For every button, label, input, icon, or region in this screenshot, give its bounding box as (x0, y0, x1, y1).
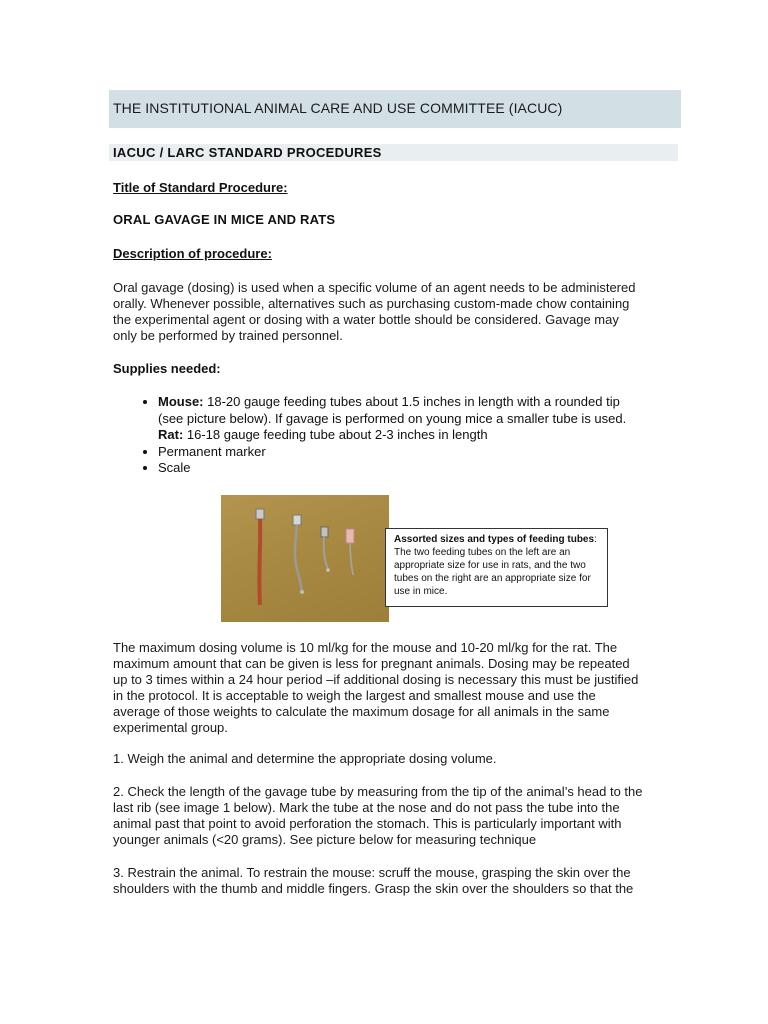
step-2-line: 2. Check the length of the gavage tube by measuring from the tip of the animal’s head to the (113, 784, 643, 799)
step-3-line: 3. Restrain the animal. To restrain the mouse: scruff the mouse, grasping the skin over the (113, 865, 631, 880)
description-line: only be performed by trained personnel. (113, 328, 343, 343)
max-dose-line: The maximum dosing volume is 10 ml/kg for the mouse and 10-20 ml/kg for the rat. The (113, 640, 618, 655)
supply-item-marker: • Permanent marker (158, 444, 673, 461)
committee-title: THE INSTITUTIONAL ANIMAL CARE AND USE COMMITTEE (IACUC) (113, 100, 563, 116)
feeding-tubes-photo (221, 495, 389, 622)
feeding-tubes-image (221, 495, 389, 622)
step-2 (113, 784, 679, 848)
max-dose-line: maximum amount that can be given is less for pregnant animals. Dosing may be repeated (113, 656, 630, 671)
description-line: orally. Whenever possible, alternatives such as purchasing custom-made chow containing (113, 296, 630, 311)
step-2-line: animal past that point to avoid perforation the stomach. This is particularly important with (113, 816, 622, 831)
max-dose-line: experimental group. (113, 720, 228, 735)
mouse-text: 18-20 gauge feeding tubes about 1.5 inches in length with a rounded tip (203, 394, 620, 409)
supply-item-scale: • Scale (158, 460, 673, 477)
max-dose-line: average of those weights to calculate the maximum dosage for all animals in the same (113, 704, 610, 719)
max-dose-line: up to 3 times within a 24 hour period –if additional dosing is necessary this must be justified (113, 672, 639, 687)
supplies-list (113, 394, 673, 477)
rat-text: 16-18 gauge feeding tube about 2-3 inches in length (183, 427, 488, 442)
mouse-text-cont: (see picture below). If gavage is performed on young mice a smaller tube is used. (158, 410, 627, 426)
step-1: 1. Weigh the animal and determine the appropriate dosing volume. (113, 751, 497, 766)
procedure-title: ORAL GAVAGE IN MICE AND RATS (113, 212, 336, 227)
caption-bold: Assorted sizes and types of feeding tubes (394, 534, 595, 545)
supplies-label: Supplies needed: (113, 361, 221, 376)
step-2-line: younger animals (<20 grams). See picture below for measuring technique (113, 832, 537, 847)
max-dose-line: in the protocol. It is acceptable to weigh the largest and smallest mouse and use the (113, 688, 596, 703)
description-line: Oral gavage (dosing) is used when a specific volume of an agent needs to be administered (113, 280, 636, 295)
rat-label: Rat: (158, 427, 184, 442)
max-dose-paragraph (113, 640, 679, 736)
title-label: Title of Standard Procedure: (113, 180, 288, 195)
description-line: the experimental agent or dosing with a water bottle should be considered. Gavage may (113, 312, 619, 327)
step-2-line: last rib (see image 1 below). Mark the tube at the nose and do not pass the tube into the (113, 800, 620, 815)
supply-item-feeding-tubes (158, 394, 673, 444)
step-3 (113, 865, 679, 897)
description-paragraph (113, 280, 679, 344)
mouse-label: Mouse: (158, 394, 204, 409)
photo-caption (385, 528, 608, 607)
caption-text: : The two feeding tubes on the left are an appropriate size for use in rats, and the two tubes on the right are an appropriate size for use in mice. (394, 534, 597, 597)
step-3-line: shoulders with the thumb and middle fingers. Grasp the skin over the shoulders so that the (113, 881, 634, 896)
standard-procedures-heading: IACUC / LARC STANDARD PROCEDURES (113, 145, 382, 160)
description-label: Description of procedure: (113, 246, 272, 261)
